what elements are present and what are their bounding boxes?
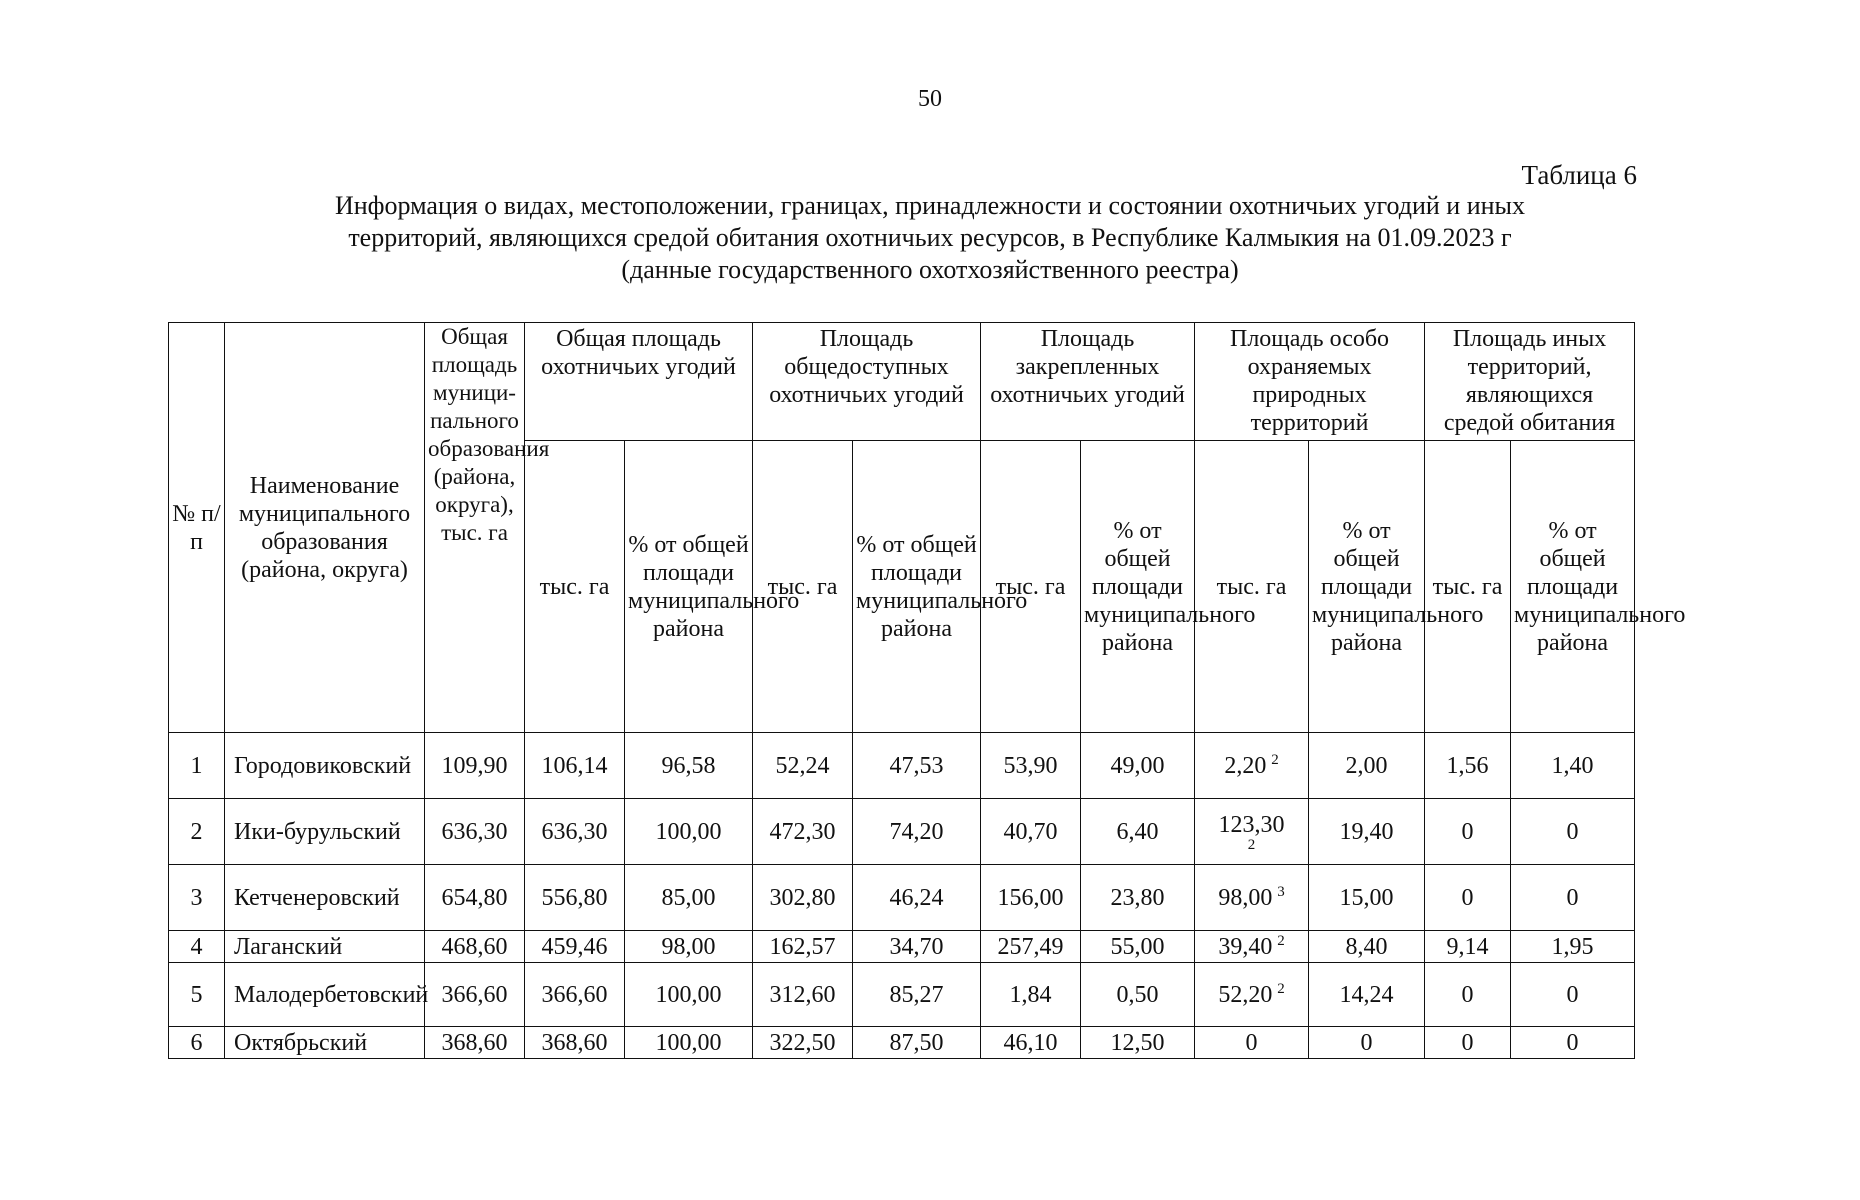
protected-percent: 0 (1309, 1027, 1425, 1059)
protected-percent: 14,24 (1309, 963, 1425, 1027)
district-name: Кетченеровский (225, 865, 425, 931)
district-name: Октябрьский (225, 1027, 425, 1059)
protected-area (1195, 963, 1309, 1027)
header-unit-pct: % от общей площади муниципального района (1309, 441, 1425, 733)
title-line-2: территорий, являющихся средой обитания охотничьих ресурсов, в Республике Калмыкия на 01.09.2023 г (348, 223, 1512, 252)
other-percent: 1,40 (1511, 733, 1635, 799)
title-line-1: Информация о видах, местоположении, границах, принадлежности и состоянии охотничьих угодий и иных (334, 191, 1526, 220)
header-hunting-grounds: Общая площадь охотничьих угодий (525, 323, 753, 441)
other-percent: 0 (1511, 963, 1635, 1027)
protected-area (1195, 931, 1309, 963)
assigned-percent: 23,80 (1081, 865, 1195, 931)
public-percent: 87,50 (853, 1027, 981, 1059)
footnote-mark: 2 (1271, 751, 1279, 768)
public-area: 162,57 (753, 931, 853, 963)
hunting-percent: 98,00 (625, 931, 753, 963)
public-area: 302,80 (753, 865, 853, 931)
district-name: Городовиковский (225, 733, 425, 799)
district-name: Лаганский (225, 931, 425, 963)
title-line-3: (данные государственного охотхозяйственного реестра) (621, 255, 1239, 284)
assigned-percent: 12,50 (1081, 1027, 1195, 1059)
other-area: 0 (1425, 799, 1511, 865)
header-unit-pct: % от общей площади муниципального района (1081, 441, 1195, 733)
hunting-percent: 100,00 (625, 799, 753, 865)
district-name: Ики-бурульский (225, 799, 425, 865)
header-other-territories: Площадь иных территорий, являющихся средой обитания (1425, 323, 1635, 441)
assigned-area: 156,00 (981, 865, 1081, 931)
table-row (169, 799, 1635, 865)
header-unit-ha: тыс. га (1425, 441, 1511, 733)
protected-percent: 8,40 (1309, 931, 1425, 963)
protected-area (1195, 799, 1309, 865)
hunting-area: 636,30 (525, 799, 625, 865)
protected-area (1195, 733, 1309, 799)
hunting-area: 556,80 (525, 865, 625, 931)
row-number: 1 (169, 733, 225, 799)
row-number: 5 (169, 963, 225, 1027)
assigned-percent: 6,40 (1081, 799, 1195, 865)
page-number: 50 (918, 86, 942, 112)
protected-area-value: 0 (1245, 1029, 1258, 1056)
header-total-area: Общая площадь муници-пального образования (района, округа), тыс. га (425, 323, 525, 733)
header-row-groups (169, 323, 1635, 441)
header-unit-ha: тыс. га (525, 441, 625, 733)
table-row (169, 733, 1635, 799)
header-public-grounds: Площадь общедоступных охотничьих угодий (753, 323, 981, 441)
header-unit-pct: % от общей площади муниципального района (1511, 441, 1635, 733)
public-percent: 74,20 (853, 799, 981, 865)
public-percent: 47,53 (853, 733, 981, 799)
footnote-mark: 2 (1277, 980, 1285, 997)
other-percent: 0 (1511, 865, 1635, 931)
protected-area-value: 2,20 (1224, 752, 1267, 779)
row-number: 6 (169, 1027, 225, 1059)
assigned-area: 40,70 (981, 799, 1081, 865)
other-area: 0 (1425, 963, 1511, 1027)
footnote-mark: 2 (1247, 836, 1256, 853)
public-area: 312,60 (753, 963, 853, 1027)
assigned-percent: 55,00 (1081, 931, 1195, 963)
protected-area-value: 123,30 (1218, 811, 1285, 838)
total-area: 468,60 (425, 931, 525, 963)
header-assigned-grounds: Площадь закрепленных охотничьих угодий (981, 323, 1195, 441)
footnote-mark: 2 (1277, 932, 1285, 949)
table-row (169, 1027, 1635, 1059)
other-percent: 0 (1511, 1027, 1635, 1059)
assigned-area: 257,49 (981, 931, 1081, 963)
table-row (169, 931, 1635, 963)
public-area: 52,24 (753, 733, 853, 799)
other-area: 0 (1425, 1027, 1511, 1059)
public-percent: 34,70 (853, 931, 981, 963)
header-unit-pct: % от общей площади муниципального района (625, 441, 753, 733)
protected-area-value: 39,40 (1218, 933, 1273, 960)
document-title (230, 190, 1630, 286)
protected-area-value: 52,20 (1218, 981, 1273, 1008)
public-percent: 85,27 (853, 963, 981, 1027)
table-row (169, 865, 1635, 931)
total-area: 366,60 (425, 963, 525, 1027)
total-area: 368,60 (425, 1027, 525, 1059)
public-area: 322,50 (753, 1027, 853, 1059)
protected-area-value: 98,00 (1218, 884, 1273, 911)
hunting-grounds-table (168, 322, 1686, 1059)
total-area: 109,90 (425, 733, 525, 799)
hunting-area: 366,60 (525, 963, 625, 1027)
assigned-percent: 0,50 (1081, 963, 1195, 1027)
header-unit-pct: % от общей площади муниципального района (853, 441, 981, 733)
header-name: Наименование муниципального образования (района, округа) (225, 323, 425, 733)
district-name: Малодербетовский (225, 963, 425, 1027)
hunting-percent: 96,58 (625, 733, 753, 799)
hunting-area: 459,46 (525, 931, 625, 963)
other-percent: 0 (1511, 799, 1635, 865)
hunting-area: 106,14 (525, 733, 625, 799)
row-number: 3 (169, 865, 225, 931)
table-row (169, 963, 1635, 1027)
assigned-percent: 49,00 (1081, 733, 1195, 799)
public-percent: 46,24 (853, 865, 981, 931)
assigned-area: 46,10 (981, 1027, 1081, 1059)
assigned-area: 53,90 (981, 733, 1081, 799)
header-protected-areas: Площадь особо охраняемых природных территорий (1195, 323, 1425, 441)
footnote-mark: 3 (1277, 883, 1285, 900)
header-unit-ha: тыс. га (753, 441, 853, 733)
total-area: 636,30 (425, 799, 525, 865)
other-area: 0 (1425, 865, 1511, 931)
table-label: Таблица 6 (1521, 160, 1637, 190)
hunting-percent: 100,00 (625, 1027, 753, 1059)
total-area: 654,80 (425, 865, 525, 931)
protected-percent: 2,00 (1309, 733, 1425, 799)
other-area: 9,14 (1425, 931, 1511, 963)
public-area: 472,30 (753, 799, 853, 865)
header-no: № п/п (169, 323, 225, 733)
row-number: 4 (169, 931, 225, 963)
hunting-percent: 85,00 (625, 865, 753, 931)
protected-area (1195, 1027, 1309, 1059)
protected-percent: 15,00 (1309, 865, 1425, 931)
protected-area (1195, 865, 1309, 931)
row-number: 2 (169, 799, 225, 865)
header-unit-ha: тыс. га (981, 441, 1081, 733)
assigned-area: 1,84 (981, 963, 1081, 1027)
hunting-area: 368,60 (525, 1027, 625, 1059)
other-area: 1,56 (1425, 733, 1511, 799)
protected-percent: 19,40 (1309, 799, 1425, 865)
header-unit-ha: тыс. га (1195, 441, 1309, 733)
hunting-percent: 100,00 (625, 963, 753, 1027)
other-percent: 1,95 (1511, 931, 1635, 963)
